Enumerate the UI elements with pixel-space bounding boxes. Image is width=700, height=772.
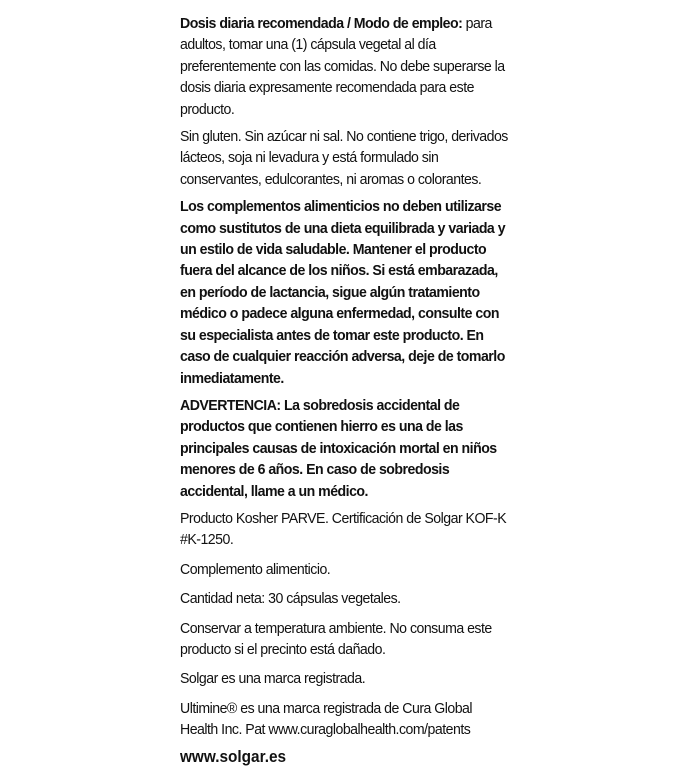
product-category: Complemento alimenticio. <box>180 560 331 578</box>
trademark-notice: Solgar es una marca registrada. <box>180 670 366 688</box>
ultimine-notice: Ultimine® es una marca registrada de Cura Global Health Inc. Pat www.curaglobalhealth.com/patents <box>180 699 473 739</box>
iron-warning-paragraph <box>180 395 510 502</box>
iron-warning-text: La sobredosis accidental de productos que contienen hierro es una de las principales causas de intoxicación mortal en niños menores de 6 años. En caso de sobredosis accidental, llame a un médico. <box>180 396 497 500</box>
storage-instructions: Conservar a temperatura ambiente. No consuma este producto si el precinto está dañado. <box>180 619 492 658</box>
net-quantity: Cantidad neta: 30 cápsulas vegetales. <box>180 590 401 608</box>
supplements-warning-paragraph: Los complementos alimenticios no deben utilizarse como sustitutos de una dieta equilibrada y variada y un estilo de vida saludable. Mantener el producto fuera del alcance de los niños. Si está embarazada, en período de lactancia, sigue algún tratamiento médico o padece alguna enfermedad, consulte con su especialista antes de tomar este producto. En caso de cualquier reacción adversa, deje de tomarlo inmediatamente. <box>180 198 506 387</box>
dosage-paragraph <box>180 13 510 120</box>
iron-warning-heading: ADVERTENCIA: <box>180 396 281 414</box>
product-label-text <box>180 13 510 772</box>
dosage-text: para adultos, tomar una (1) cápsula vegetal al día preferentemente con las comidas. No debe superarse la dosis diaria expresamente recomendada para este producto. <box>180 15 505 118</box>
free-from-paragraph: Sin gluten. Sin azúcar ni sal. No contiene trigo, derivados lácteos, soja ni levadura y está formulado sin conservantes, edulcorantes, ni aromas o colorantes. <box>180 128 508 188</box>
dosage-heading: Dosis diaria recomendada / Modo de empleo: <box>180 15 463 32</box>
kosher-certification: Producto Kosher PARVE. Certificación de Solgar KOF-K #K-1250. <box>180 509 507 549</box>
website-link[interactable]: www.solgar.es <box>180 747 287 766</box>
